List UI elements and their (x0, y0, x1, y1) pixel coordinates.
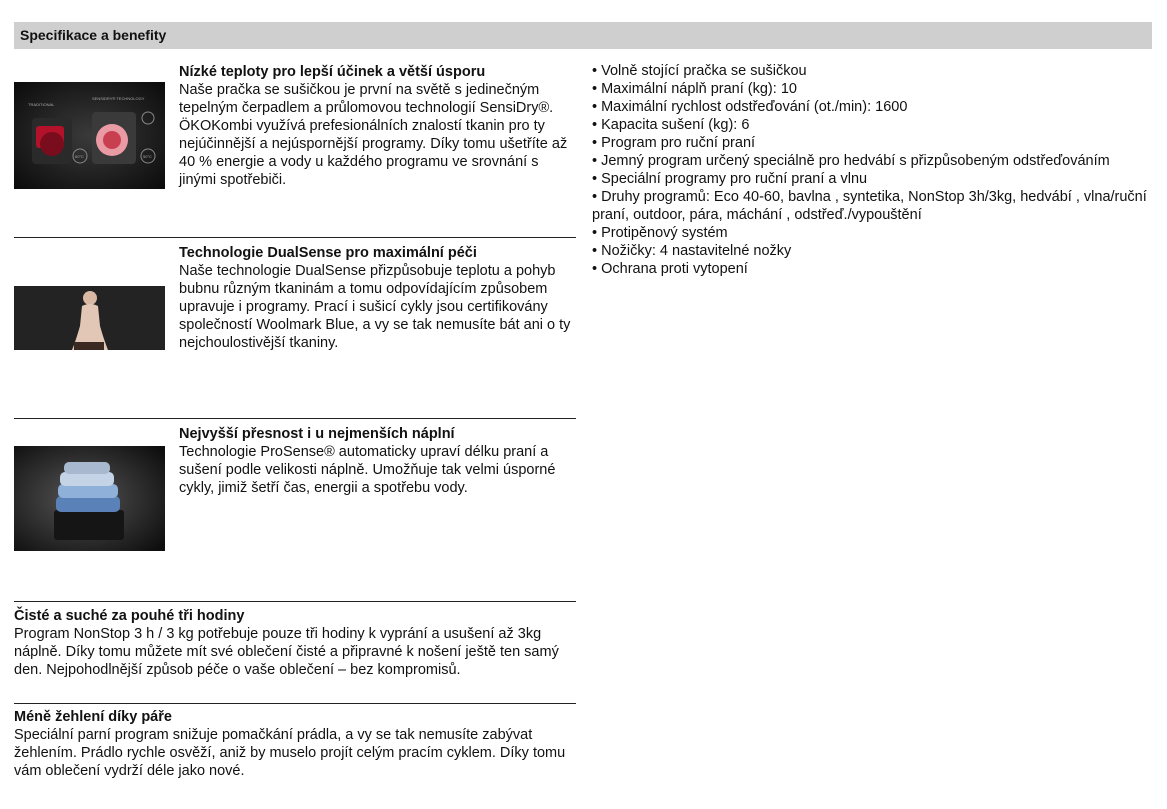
feature-text-dualsense (179, 244, 574, 352)
image-label-temp-right: 50°C (143, 154, 152, 159)
feature-title: Čisté a suché za pouhé tři hodiny (14, 608, 245, 624)
feature-title: Technologie DualSense pro maximální péči (179, 245, 477, 261)
image-label-traditional: TRADITIONAL (28, 102, 55, 107)
feature-body: Naše pračka se sušičkou je první na světě s jedinečným tepelným čerpadlem a průlomovou technologií SensiDry®. ÖKOKombi využívá prefesionálních znalostí tkanin pro ty nejúčinnější a nejúspornější programy. Díky tomu ušetříte až 40 % energie a vody u každého programu ve srovnání s jinými spotřebiči. (179, 82, 568, 188)
spec-item: • Volně stojící pračka se sušičkou (592, 63, 807, 79)
section-header: Specifikace a benefity (14, 22, 1152, 49)
feature-title: Méně žehlení díky páře (14, 709, 172, 725)
spec-item: • Ochrana proti vytopení (592, 261, 748, 277)
spec-item: • Jemný program určený speciálně pro hedvábí s přizpůsobeným odstřeďováním (592, 153, 1110, 169)
divider (14, 703, 576, 704)
spec-item: • Nožičky: 4 nastavitelné nožky (592, 243, 792, 259)
feature-text-prosense (179, 425, 574, 497)
divider (14, 601, 576, 602)
feature-title: Nízké teploty pro lepší účinek a větší úsporu (179, 64, 486, 80)
feature-title: Nejvyšší přesnost i u nejmenších náplní (179, 426, 455, 442)
spec-item: • Protipěnový systém (592, 225, 728, 241)
feature-body: Program NonStop 3 h / 3 kg potřebuje pouze tři hodiny k vyprání a usušení až 3kg náplně. Díky tomu můžete mít své oblečení čisté a připravné k nošení ještě ten samý den. Nejpohodlnější způsob péče o vaše oblečení – bez kompromisů. (14, 626, 559, 678)
spec-list (592, 62, 1148, 278)
spec-item: • Druhy programů: Eco 40-60, bavlna , syntetika, NonStop 3h/3kg, hedvábí , vlna/ruční praní, outdoor, pára, máchání , odstřeď./vypouštění (592, 189, 1147, 223)
spec-item: • Program pro ruční praní (592, 135, 756, 151)
feature-image-heat-pump (14, 82, 165, 189)
spec-item: • Maximální náplň praní (kg): 10 (592, 81, 797, 97)
feature-text-low-temperature (179, 63, 574, 189)
feature-text-steam (14, 708, 576, 780)
feature-image-laundry-basket (14, 446, 165, 551)
spec-item: • Kapacita sušení (kg): 6 (592, 117, 750, 133)
image-label-temp-left: 60°C (75, 154, 84, 159)
feature-body: Naše technologie DualSense přizpůsobuje teplotu a pohyb bubnu různým tkaninám a tomu odpovídajícím způsobem upravuje i programy. Prací i sušicí cykly jsou certifikovány společností Woolmark Blue, a vy se tak nemusíte bát ani o ty nejchoulostivější tkaniny. (179, 263, 571, 351)
divider (14, 237, 576, 238)
spec-item: • Maximální rychlost odstřeďování (ot./min): 1600 (592, 99, 908, 115)
image-label-sensidry: SENSIDRY® TECHNOLOGY (92, 96, 145, 101)
feature-image-woman (14, 286, 165, 350)
feature-body: Speciální parní program snižuje pomačkání prádla, a vy se tak nemusíte zabývat žehlením. Prádlo rychle osvěží, aniž by muselo projít celým pracím cyklem. Díky tomu vám oblečení vydrží déle jako nové. (14, 727, 566, 779)
feature-text-nonstop (14, 607, 576, 679)
divider (14, 418, 576, 419)
feature-body: Technologie ProSense® automaticky upraví délku praní a sušení podle velikosti náplně. Umožňuje tak velmi úsporné cykly, jimiž šetří čas, energii a spotřebu vody. (179, 444, 556, 496)
spec-item: • Speciální programy pro ruční praní a vlnu (592, 171, 868, 187)
